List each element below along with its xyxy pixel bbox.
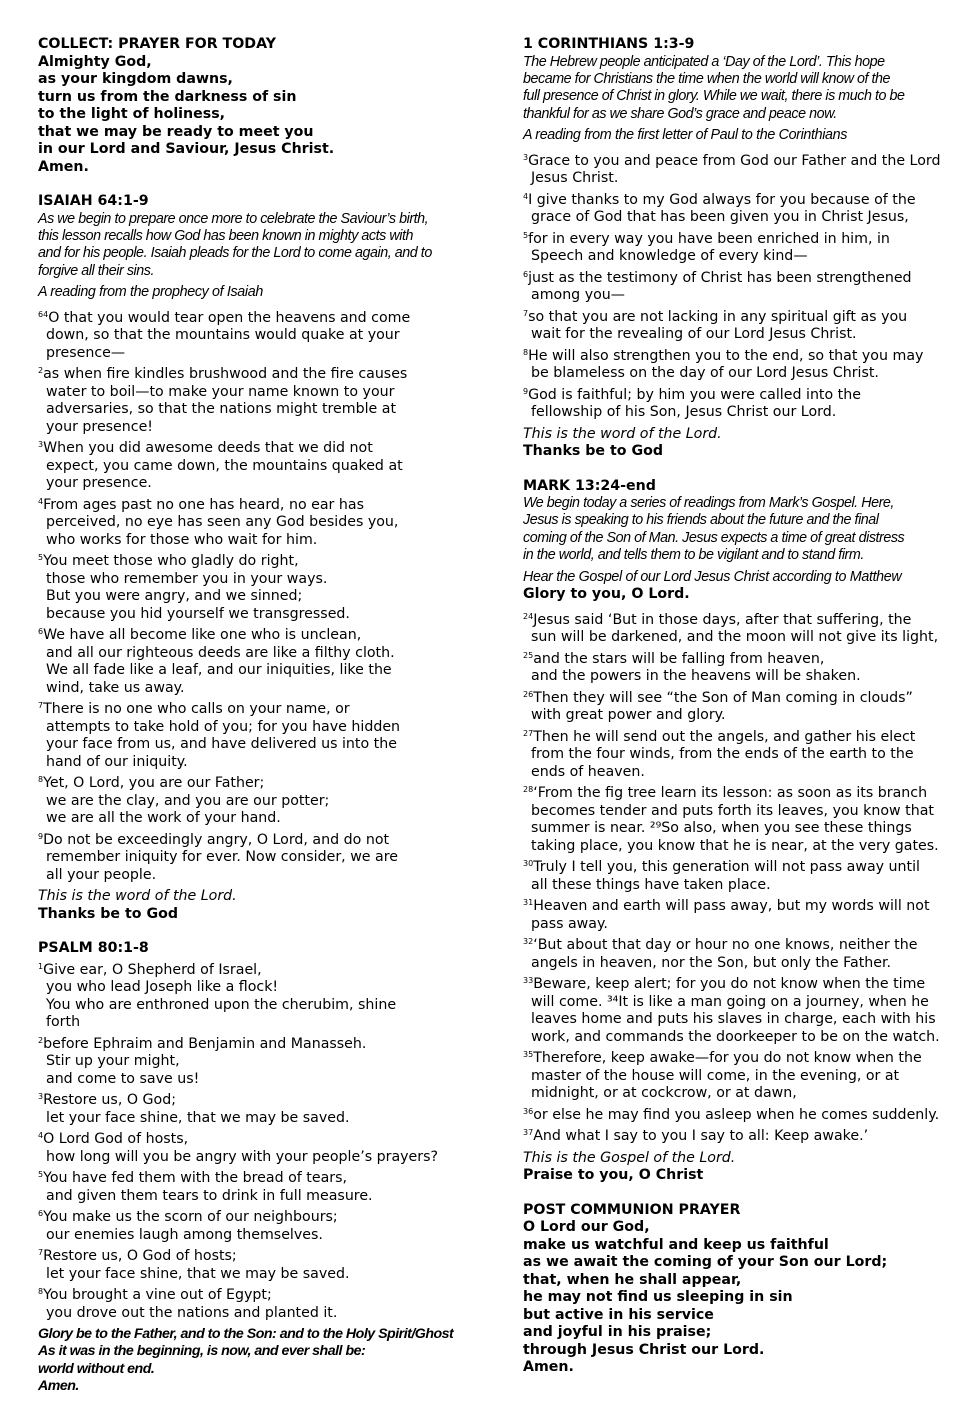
- verse: [523, 383, 953, 422]
- verse-line: will come. ³⁴It is like a man going on a journey, when he: [531, 993, 929, 1010]
- post-communion-prayer: [523, 1219, 953, 1377]
- verse-line: [38, 1127, 470, 1149]
- corinthians-closing: This is the word of the Lord.: [523, 425, 722, 442]
- collect-line: Amen.: [38, 158, 89, 175]
- verse: [523, 647, 953, 686]
- intro-line: coming of the Son of Man. Jesus expects a time of great distress: [523, 529, 905, 546]
- intro-line: and for his people. Isaiah pleads for the Lord to come again, and to: [38, 245, 432, 262]
- verse: [38, 436, 470, 493]
- verse-text: O that you would tear open the heavens and come: [48, 309, 411, 326]
- verse-number: 30: [523, 859, 534, 869]
- mark-closing: This is the Gospel of the Lord.: [523, 1149, 736, 1166]
- verse-number: 37: [523, 1128, 534, 1138]
- verse-line: [38, 1088, 470, 1110]
- verse-number: 8: [523, 347, 529, 357]
- verse-line: [523, 1046, 953, 1068]
- verse-number: 6: [38, 627, 44, 637]
- verse-line: [38, 771, 470, 793]
- verse-line: wind, take us away.: [46, 679, 185, 696]
- verse-number: 4: [523, 191, 529, 201]
- psalm-section: [38, 940, 470, 1396]
- verse-number: 7: [38, 1248, 44, 1258]
- verse-number: 5: [38, 553, 44, 563]
- intro-line: The Hebrew people anticipated a ‘Day of the Lord’. This hope: [523, 53, 885, 70]
- verse-line: [523, 686, 953, 708]
- prayer-line: through Jesus Christ our Lord.: [523, 1341, 765, 1358]
- intro-line: this lesson recalls how God has been known in mighty acts with: [38, 227, 413, 244]
- verse-line: leaves home and puts his slaves in charge, each with his: [531, 1011, 936, 1028]
- verse-line: [523, 855, 953, 877]
- verse-line: all these things have taken place.: [531, 876, 771, 893]
- mark-heading: MARK 13:24-end: [523, 477, 656, 494]
- verse-number: 6: [523, 269, 529, 279]
- verse: [38, 623, 470, 697]
- verse-line: [38, 958, 470, 980]
- corinthians-verses: [523, 149, 953, 422]
- verse-line: wait for the revealing of our Lord Jesus Christ.: [531, 326, 857, 343]
- doxology-line: Glory be to the Father, and to the Son: and to the Holy Spirit/Ghost: [38, 1326, 454, 1343]
- verse-number: 32: [523, 937, 534, 947]
- verse-line: [523, 1103, 953, 1125]
- verse-line: becomes tender and puts forth its leaves, you know that: [531, 802, 934, 819]
- verse-text: You make us the scorn of our neighbours;: [43, 1209, 338, 1226]
- intro-line: full presence of Christ in glory. While we wait, there is much to be: [523, 88, 905, 105]
- prayer-line: make us watchful and keep us faithful: [523, 1236, 829, 1253]
- verse-line: let your face shine, that we may be saved.: [46, 1265, 350, 1282]
- prayer-line: that, when he shall appear,: [523, 1271, 742, 1288]
- verse-line: [38, 306, 470, 328]
- verse-line: down, so that the mountains would quake at your: [46, 327, 400, 344]
- post-communion-heading: POST COMMUNION PRAYER: [523, 1201, 741, 1218]
- verse-text: When you did awesome deeds that we did not: [43, 440, 373, 457]
- verse-text: And what I say to you I say to all: Keep awake.’: [533, 1128, 869, 1145]
- verse-line: be blameless on the day of our Lord Jesus Christ.: [531, 365, 879, 382]
- verse-number: 7: [523, 308, 529, 318]
- verse-text: We have all become like one who is unclean,: [43, 627, 362, 644]
- verse-number: 24: [523, 611, 534, 621]
- post-communion-section: [523, 1202, 953, 1377]
- verse-line: with great power and glory.: [531, 707, 726, 724]
- mark-response: Praise to you, O Christ: [523, 1167, 704, 1184]
- verse-text: Give ear, O Shepherd of Israel,: [43, 961, 262, 978]
- verse-text: Then they will see “the Son of Man coming in clouds”: [533, 689, 913, 706]
- verse-number: 27: [523, 728, 534, 738]
- verse-line: because you hid yourself we transgressed.: [46, 605, 350, 622]
- verse-line: Stir up your might,: [46, 1053, 180, 1070]
- verse-text: There is no one who calls on your name, or: [43, 701, 350, 718]
- verse-line: sun will be darkened, and the moon will not give its light,: [531, 629, 939, 646]
- verse-line: [523, 149, 953, 171]
- verse: [523, 608, 953, 647]
- verse-number: 26: [523, 689, 534, 699]
- verse-line: and given them tears to drink in full measure.: [46, 1187, 373, 1204]
- verse: [38, 1166, 470, 1205]
- verse-text: just as the testimony of Christ has been strengthened: [528, 269, 912, 286]
- collect-line: as your kingdom dawns,: [38, 71, 233, 87]
- verse-line: remember iniquity for ever. Now consider, we are: [46, 849, 398, 866]
- verse-number: 36: [523, 1106, 534, 1116]
- verse-line: midnight, or at cockcrow, or at dawn,: [531, 1085, 797, 1102]
- verse-line: expect, you came down, the mountains quaked at: [46, 457, 403, 474]
- verse: [38, 362, 470, 436]
- verse-line: [523, 972, 953, 994]
- verse-line: we are the clay, and you are our potter;: [46, 792, 330, 809]
- verse-text: Then he will send out the angels, and gather his elect: [533, 728, 916, 745]
- intro-line: in the world, and tells them to be vigilant and to stand firm.: [523, 547, 864, 564]
- verse-text: Therefore, keep awake—for you do not know when the: [533, 1050, 922, 1067]
- verse-line: ends of heaven.: [531, 763, 645, 780]
- verse-number: 3: [38, 440, 44, 450]
- verse: [38, 1032, 470, 1089]
- verse-text: ‘But about that day or hour no one knows, neither the: [533, 937, 918, 954]
- verse-number: 25: [523, 650, 534, 660]
- left-column: [38, 36, 470, 1413]
- verse-text: Jesus said ‘But in those days, after that suffering, the: [533, 611, 912, 628]
- collect-line: Almighty God,: [38, 53, 152, 70]
- corinthians-heading: 1 CORINTHIANS 1:3-9: [523, 36, 695, 52]
- collect-line: to the light of holiness,: [38, 106, 226, 122]
- verse-line: [38, 493, 470, 515]
- verse-number: 9: [38, 831, 44, 841]
- verse-text: for in every way you have been enriched in him, in: [528, 230, 890, 247]
- collect-prayer: [38, 54, 470, 177]
- doxology-line: As it was in the beginning, is now, and ever shall be:: [38, 1343, 366, 1360]
- verse-line: among you—: [531, 287, 625, 304]
- verse-text: before Ephraim and Benjamin and Manasseh.: [43, 1035, 367, 1052]
- verse: [523, 344, 953, 383]
- doxology-line: world without end.: [38, 1360, 155, 1377]
- verse-line: pass away.: [531, 915, 608, 932]
- verse-number: 2: [38, 366, 44, 376]
- verse-line: you who lead Joseph like a flock!: [46, 979, 279, 996]
- verse-number: 64: [38, 309, 49, 319]
- intro-line: We begin today a series of readings from Mark’s Gospel. Here,: [523, 495, 894, 512]
- doxology-line: Amen.: [38, 1378, 79, 1395]
- verse-text: Truly I tell you, this generation will not pass away until: [533, 859, 920, 876]
- verse: [523, 188, 953, 227]
- verse: [523, 305, 953, 344]
- verse-line: [523, 383, 953, 405]
- verse-line: your presence!: [46, 418, 153, 435]
- verse-text: so that you are not lacking in any spiritual gift as you: [528, 308, 908, 325]
- verse-text: Do not be exceedingly angry, O Lord, and do not: [43, 831, 390, 848]
- right-column: [523, 36, 953, 1394]
- verse-line: from the four winds, from the ends of the earth to the: [531, 746, 914, 763]
- verse-number: 4: [38, 496, 44, 506]
- verse-line: [523, 781, 953, 803]
- mark-intro: [523, 495, 953, 565]
- verse-line: you drove out the nations and planted it.: [46, 1304, 338, 1321]
- collect-section: [38, 36, 470, 176]
- mark-reading-intro: Hear the Gospel of our Lord Jesus Christ according to Matthew: [523, 568, 902, 585]
- verse-line: [38, 1244, 470, 1266]
- verse-text: I give thanks to my God always for you because of the: [528, 191, 916, 208]
- verse-line: let your face shine, that we may be saved.: [46, 1109, 350, 1126]
- verse-number: 2: [38, 1035, 44, 1045]
- verse: [523, 933, 953, 972]
- verse-line: master of the house will come, in the evening, or at: [531, 1067, 900, 1084]
- verse-line: [523, 266, 953, 288]
- verse-line: [38, 1205, 470, 1227]
- psalm-doxology: [38, 1326, 470, 1396]
- verse-text: Yet, O Lord, you are our Father;: [43, 775, 265, 792]
- verse-number: 3: [523, 152, 529, 162]
- prayer-line: but active in his service: [523, 1306, 714, 1323]
- verse-text: He will also strengthen you to the end, so that you may: [528, 347, 924, 364]
- corinthians-reading-intro: A reading from the first letter of Paul to the Corinthians: [523, 127, 848, 144]
- verse: [38, 1088, 470, 1127]
- verse-line: [523, 227, 953, 249]
- verse-line: [523, 608, 953, 630]
- verse: [523, 686, 953, 725]
- verse-line: [523, 933, 953, 955]
- verse-number: 5: [38, 1170, 44, 1180]
- verse-line: how long will you be angry with your people’s prayers?: [46, 1148, 439, 1165]
- verse-line: Speech and knowledge of every kind—: [531, 248, 808, 265]
- verse-text: O Lord God of hosts,: [43, 1131, 189, 1148]
- verse-line: grace of God that has been given you in Christ Jesus,: [531, 209, 909, 226]
- verse-text: God is faithful; by him you were called into the: [528, 386, 861, 403]
- verse-line: your face from us, and have delivered us into the: [46, 736, 397, 753]
- prayer-line: as we await the coming of your Son our Lord;: [523, 1254, 888, 1271]
- verse-number: 28: [523, 785, 534, 795]
- verse-line: We all fade like a leaf, and our iniquities, like the: [46, 662, 392, 679]
- verse-line: and come to save us!: [46, 1070, 200, 1087]
- verse-line: [523, 894, 953, 916]
- verse-line: who works for those who wait for him.: [46, 531, 318, 548]
- verse-line: all your people.: [46, 866, 157, 883]
- verse: [38, 549, 470, 623]
- verse-text: Beware, keep alert; for you do not know when the time: [533, 976, 926, 993]
- verse-number: 35: [523, 1050, 534, 1060]
- verse-line: [523, 1124, 953, 1146]
- verse-line: [38, 828, 470, 850]
- mark-verses: [523, 608, 953, 1146]
- isaiah-verses: [38, 306, 470, 885]
- verse: [523, 1046, 953, 1103]
- prayer-line: O Lord our God,: [523, 1219, 650, 1236]
- verse-number: 3: [38, 1092, 44, 1102]
- verse: [38, 828, 470, 885]
- verse-text: Grace to you and peace from God our Father and the Lord: [528, 152, 941, 169]
- isaiah-intro: [38, 211, 470, 281]
- verse: [523, 781, 953, 855]
- verse-number: 9: [523, 386, 529, 396]
- verse: [38, 771, 470, 828]
- verse: [38, 493, 470, 550]
- verse-line: [523, 725, 953, 747]
- corinthians-section: [523, 36, 953, 461]
- intro-line: forgive all their sins.: [38, 262, 154, 279]
- mark-section: [523, 478, 953, 1185]
- verse-line: those who remember you in your ways.: [46, 570, 328, 587]
- psalm-heading: PSALM 80:1-8: [38, 940, 149, 957]
- verse-line: presence—: [46, 344, 126, 361]
- verse-number: 1: [38, 961, 44, 971]
- intro-line: thankful for as we share God’s grace and peace now.: [523, 105, 837, 122]
- verse-number: 6: [38, 1209, 44, 1219]
- verse-line: [523, 188, 953, 210]
- verse: [38, 1205, 470, 1244]
- verse-text: You have fed them with the bread of tears,: [43, 1170, 348, 1187]
- verse-number: 5: [523, 230, 529, 240]
- verse-text: Restore us, O God of hosts;: [43, 1248, 237, 1265]
- collect-heading: COLLECT: PRAYER FOR TODAY: [38, 36, 276, 52]
- verse-number: 7: [38, 701, 44, 711]
- verse-number: 8: [38, 1287, 44, 1297]
- verse: [523, 1124, 953, 1146]
- verse-text: Restore us, O God;: [43, 1092, 176, 1109]
- prayer-line: Amen.: [523, 1359, 574, 1376]
- verse-line: your presence.: [46, 475, 152, 492]
- verse-line: and all our righteous deeds are like a filthy cloth.: [46, 644, 395, 661]
- isaiah-section: [38, 193, 470, 923]
- corinthians-intro: [523, 54, 953, 124]
- verse-line: hand of our iniquity.: [46, 753, 188, 770]
- corinthians-response: Thanks be to God: [523, 443, 664, 460]
- verse-line: and the powers in the heavens will be shaken.: [531, 668, 861, 685]
- mark-gospel-response: Glory to you, O Lord.: [523, 586, 690, 603]
- intro-line: As we begin to prepare once more to celebrate the Saviour’s birth,: [38, 210, 429, 227]
- verse-text: Heaven and earth will pass away, but my words will not: [533, 898, 930, 915]
- verse-line: our enemies laugh among themselves.: [46, 1226, 323, 1243]
- verse: [523, 266, 953, 305]
- verse-line: [523, 647, 953, 669]
- verse-line: perceived, no eye has seen any God besides you,: [46, 514, 399, 531]
- verse-text: as when fire kindles brushwood and the fire causes: [43, 366, 408, 383]
- verse-line: [38, 362, 470, 384]
- verse-text: or else he may find you asleep when he comes suddenly.: [533, 1106, 940, 1123]
- verse-line: [38, 1032, 470, 1054]
- verse-line: [38, 697, 470, 719]
- verse-number: 31: [523, 898, 534, 908]
- collect-line: in our Lord and Saviour, Jesus Christ.: [38, 141, 335, 157]
- verse: [38, 697, 470, 771]
- verse-line: water to boil—to make your name known to your: [46, 383, 395, 400]
- verse: [523, 227, 953, 266]
- verse-number: 8: [38, 775, 44, 785]
- verse-line: You who are enthroned upon the cherubim, shine: [46, 996, 397, 1013]
- psalm-verses: [38, 958, 470, 1323]
- collect-line: that we may be ready to meet you: [38, 123, 314, 140]
- verse-number: 33: [523, 976, 534, 986]
- verse: [38, 1244, 470, 1283]
- verse-line: we are all the work of your hand.: [46, 810, 281, 827]
- verse-line: work, and commands the doorkeeper to be on the watch.: [531, 1028, 940, 1045]
- verse-line: fellowship of his Son, Jesus Christ our Lord.: [531, 404, 837, 421]
- verse-line: summer is near. ²⁹So also, when you see these things: [531, 820, 912, 837]
- verse: [38, 1127, 470, 1166]
- verse-line: attempts to take hold of you; for you have hidden: [46, 718, 401, 735]
- collect-line: turn us from the darkness of sin: [38, 88, 297, 105]
- verse-line: [523, 305, 953, 327]
- intro-line: Jesus is speaking to his friends about the future and the final: [523, 512, 879, 529]
- verse: [523, 894, 953, 933]
- verse-line: [38, 1166, 470, 1188]
- verse-text: From ages past no one has heard, no ear has: [43, 496, 364, 513]
- verse-text: You meet those who gladly do right,: [43, 553, 299, 570]
- verse-line: But you were angry, and we sinned;: [46, 588, 303, 605]
- verse-line: [38, 1283, 470, 1305]
- verse-line: [38, 436, 470, 458]
- verse-text: and the stars will be falling from heaven,: [533, 650, 825, 667]
- isaiah-response: Thanks be to God: [38, 905, 179, 922]
- verse-line: [523, 344, 953, 366]
- verse-line: [38, 549, 470, 571]
- verse: [523, 855, 953, 894]
- verse-line: taking place, you know that he is near, at the very gates.: [531, 837, 939, 854]
- verse-text: ‘From the fig tree learn its lesson: as soon as its branch: [533, 785, 928, 802]
- verse: [523, 972, 953, 1046]
- verse-line: [38, 623, 470, 645]
- isaiah-closing: This is the word of the Lord.: [38, 888, 237, 905]
- verse: [38, 1283, 470, 1322]
- verse-line: angels in heaven, nor the Son, but only the Father.: [531, 954, 892, 971]
- isaiah-reading-intro: A reading from the prophecy of Isaiah: [38, 284, 263, 301]
- verse: [38, 958, 470, 1032]
- verse: [523, 725, 953, 782]
- verse: [38, 306, 470, 363]
- verse-line: Jesus Christ.: [531, 170, 619, 187]
- verse-line: forth: [46, 1014, 81, 1031]
- intro-line: became for Christians the time when the world will know of the: [523, 70, 891, 87]
- prayer-line: and joyful in his praise;: [523, 1324, 712, 1341]
- isaiah-heading: ISAIAH 64:1-9: [38, 193, 149, 209]
- verse: [523, 1103, 953, 1125]
- verse-number: 4: [38, 1131, 44, 1141]
- verse-text: You brought a vine out of Egypt;: [43, 1287, 272, 1304]
- prayer-line: he may not find us sleeping in sin: [523, 1289, 793, 1306]
- verse-line: adversaries, so that the nations might tremble at: [46, 401, 397, 418]
- verse: [523, 149, 953, 188]
